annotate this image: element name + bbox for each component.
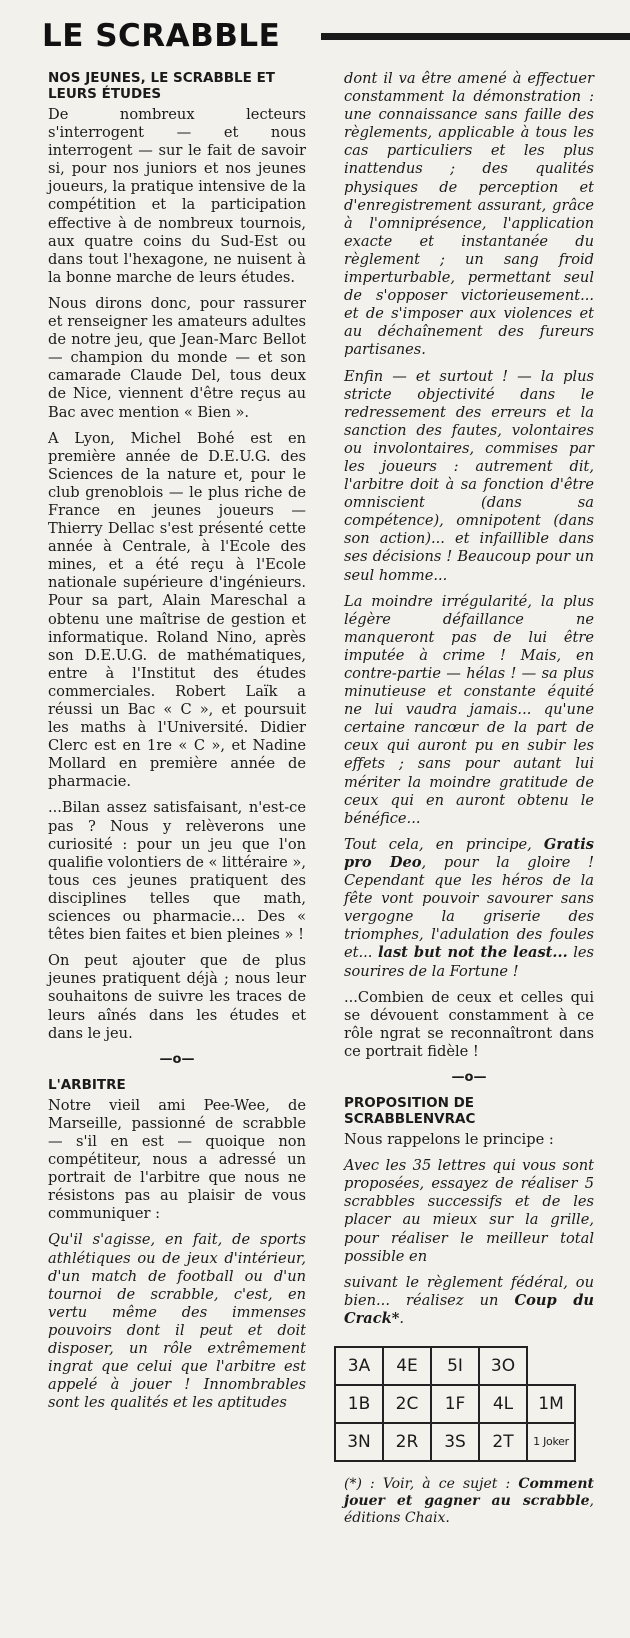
grid-row: [335, 1347, 575, 1385]
text: , éditions Chaix.: [344, 1493, 594, 1526]
grid-cell: 3N: [335, 1423, 383, 1461]
emphasis: Comment jouer et gagner au scrabble: [344, 1476, 594, 1509]
paragraph: A Lyon, Michel Bohé est en première année de D.E.U.G. des Sciences de la nature et, pour le club grenoblois — le plus riche de France en jeunes joueurs — Thierry Dellac s'est présenté cette année à Centrale, à l'Ecole des mines, et a été reçu à l'Ecole nationale supérieure d'ingénieurs. Pour sa part, Alain Mareschal a obtenu une maîtrise de gestion et informatique. Roland Nino, après son D.E.U.G. de mathématiques, entre à l'Institut des études commerciales. Robert Laïk a réussi un Bac « C », et poursuit les maths à l'Université. Didier Clerc est en 1re « C », et Nadine Mollard en première année de pharmacie.: [48, 429, 306, 791]
text: Tout cela, en principe,: [344, 835, 544, 853]
grid-cell: 3A: [335, 1347, 383, 1385]
grid-cell-empty: [527, 1347, 575, 1385]
paragraph: ...Bilan assez satisfaisant, n'est-ce pas ? Nous y relèverons une curiosité : pour un jeu que l'on qualifie volontiers de « littéraire », tous ces jeunes pratiquent des disciplines telles que math, sciences ou pharmacie... Des « têtes bien faites et bien pleines » !: [48, 799, 306, 944]
header: [38, 14, 630, 58]
letter-grid: [334, 1346, 576, 1462]
page-title: LE SCRABBLE: [42, 18, 281, 54]
grid-cell: 1B: [335, 1385, 383, 1423]
grid-cell: 2C: [383, 1385, 431, 1423]
text: (*) : Voir, à ce sujet :: [344, 1476, 519, 1492]
grid-cell: 2R: [383, 1423, 431, 1461]
emphasis: Gratis pro Deo: [344, 835, 594, 871]
footnote: [344, 1476, 594, 1527]
paragraph-quote: [344, 836, 594, 981]
grid-cell: 3O: [479, 1347, 527, 1385]
heading-jeunes: NOS JEUNES, LE SCRABBLE ET LEURS ÉTUDES: [48, 70, 276, 102]
grid-cell: 1F: [431, 1385, 479, 1423]
paragraph-quote: Avec les 35 lettres qui vous sont proposées, essayez de réaliser 5 scrabbles successifs et de les placer au mieux sur la grille, pour réaliser le meilleur total possible en: [344, 1157, 594, 1265]
grid-cell: 2T: [479, 1423, 527, 1461]
text: les sourires de la Fortune !: [344, 944, 594, 980]
paragraph: Nous dirons donc, pour rassurer et renseigner les amateurs adultes de notre jeu, que Jean-Marc Bellot — champion du monde — et son camarade Claude Del, tous deux de Nice, viennent d'être reçus au Bac avec mention « Bien ».: [48, 294, 306, 421]
emphasis: last but not the least...: [377, 944, 568, 962]
separator: —o—: [451, 1069, 487, 1085]
heading-scrabblenvrac: PROPOSITION DE SCRABBLENVRAC: [344, 1095, 476, 1128]
paragraph: De nombreux lecteurs s'interrogent — et nous interrogent — sur le fait de savoir si, pour nos juniors et nos jeunes joueurs, la pratique intensive de la compétition et la participation effective à de nombreux tournois, aux quatre coins du Sud-Est ou dans tout l'hexagone, ne nuisent à la bonne marche de leurs études.: [48, 106, 306, 286]
paragraph-quote: Qu'il s'agisse, en fait, de sports athlétiques ou de jeux d'intérieur, d'un match de football ou d'un tournoi de scrabble, c'est, en vertu même des immenses pouvoirs dont il peut et doit disposer, un rôle extrêmement ingrat que celui que l'arbitre est appelé à jouer ! Innombrables sont les qualités et les aptitudes: [48, 1231, 306, 1412]
text: .: [399, 1309, 405, 1327]
paragraph: Nous rappelons le principe :: [344, 1131, 554, 1149]
title-rule: [321, 33, 630, 40]
heading-arbitre: L'ARBITRE: [48, 1076, 126, 1093]
grid-row: [335, 1423, 575, 1461]
text: suivant le règlement fédéral, ou bien... réalisez un: [344, 1273, 594, 1309]
paragraph: ...Combien de ceux et celles qui se dévouent constamment à ce rôle ngrat se reconnaîtront dans ce portrait fidèle !: [344, 988, 594, 1060]
grid-cell-joker: 1 Joker: [527, 1423, 575, 1461]
paragraph-quote: Enfin — et surtout ! — la plus stricte objectivité dans le redressement des erreurs et la sanction des fautes, volontaires ou involontaires, commises par les joueurs : autrement dit, l'arbitre doit à sa fonction d'être omniscient (dans sa compétence), omnipotent (dans son action)... et infaillible dans ses décisions ! Beaucoup pour un seul homme...: [344, 367, 594, 584]
paragraph: On peut ajouter que de plus jeunes pratiquent déjà ; nous leur souhaitons de suivre les traces de leurs aînés dans les études et dans le jeu.: [48, 952, 306, 1042]
text: , pour la gloire ! Cependant que les héros de la fête vont pouvoir savourer sans vergogne la griserie des triomphes, l'adulation des foules et...: [344, 853, 594, 962]
left-column: [48, 70, 306, 1420]
grid-cell: 1M: [527, 1385, 575, 1423]
separator: —o—: [159, 1051, 195, 1067]
paragraph-quote: [344, 1274, 594, 1328]
grid-cell: 3S: [431, 1423, 479, 1461]
grid-cell: 5I: [431, 1347, 479, 1385]
grid-row: [335, 1385, 575, 1423]
right-column: [344, 70, 594, 1527]
paragraph-quote: dont il va être amené à effectuer constamment la démonstration : une connaissance sans faille des règlements, applicable à tous les cas particuliers et les plus inattendus ; des qualités physiques de perception et d'enregistrement assurant, grâce à l'omniprésence, l'application exacte et instantanée du règlement ; un sang froid imperturbable, permettant seul de s'opposer victorieusement... et de s'imposer aux violences et au déchaînement des fureurs partisanes.: [344, 70, 594, 359]
grid-cell: 4L: [479, 1385, 527, 1423]
emphasis: Coup du Crack*: [344, 1291, 595, 1327]
paragraph: Notre vieil ami Pee-Wee, de Marseille, passionné de scrabble — s'il en est — quoique non compétiteur, nous a adressé un portrait de l'arbitre que nous ne résistons pas au plaisir de vous communiquer :: [48, 1096, 306, 1223]
paragraph-quote: La moindre irrégularité, la plus légère défaillance ne manqueront pas de lui être imputée à crime ! Mais, en contre-partie — hélas ! — sa plus minutieuse et constante équité ne lui vaudra jamais... qu'une certaine rancœur de la part de ceux qui auront pu en subir les effets ; sans pour autant lui mériter la moindre gratitude de ceux qui en auront obtenu le bénéfice...: [344, 592, 594, 827]
grid-cell: 4E: [383, 1347, 431, 1385]
